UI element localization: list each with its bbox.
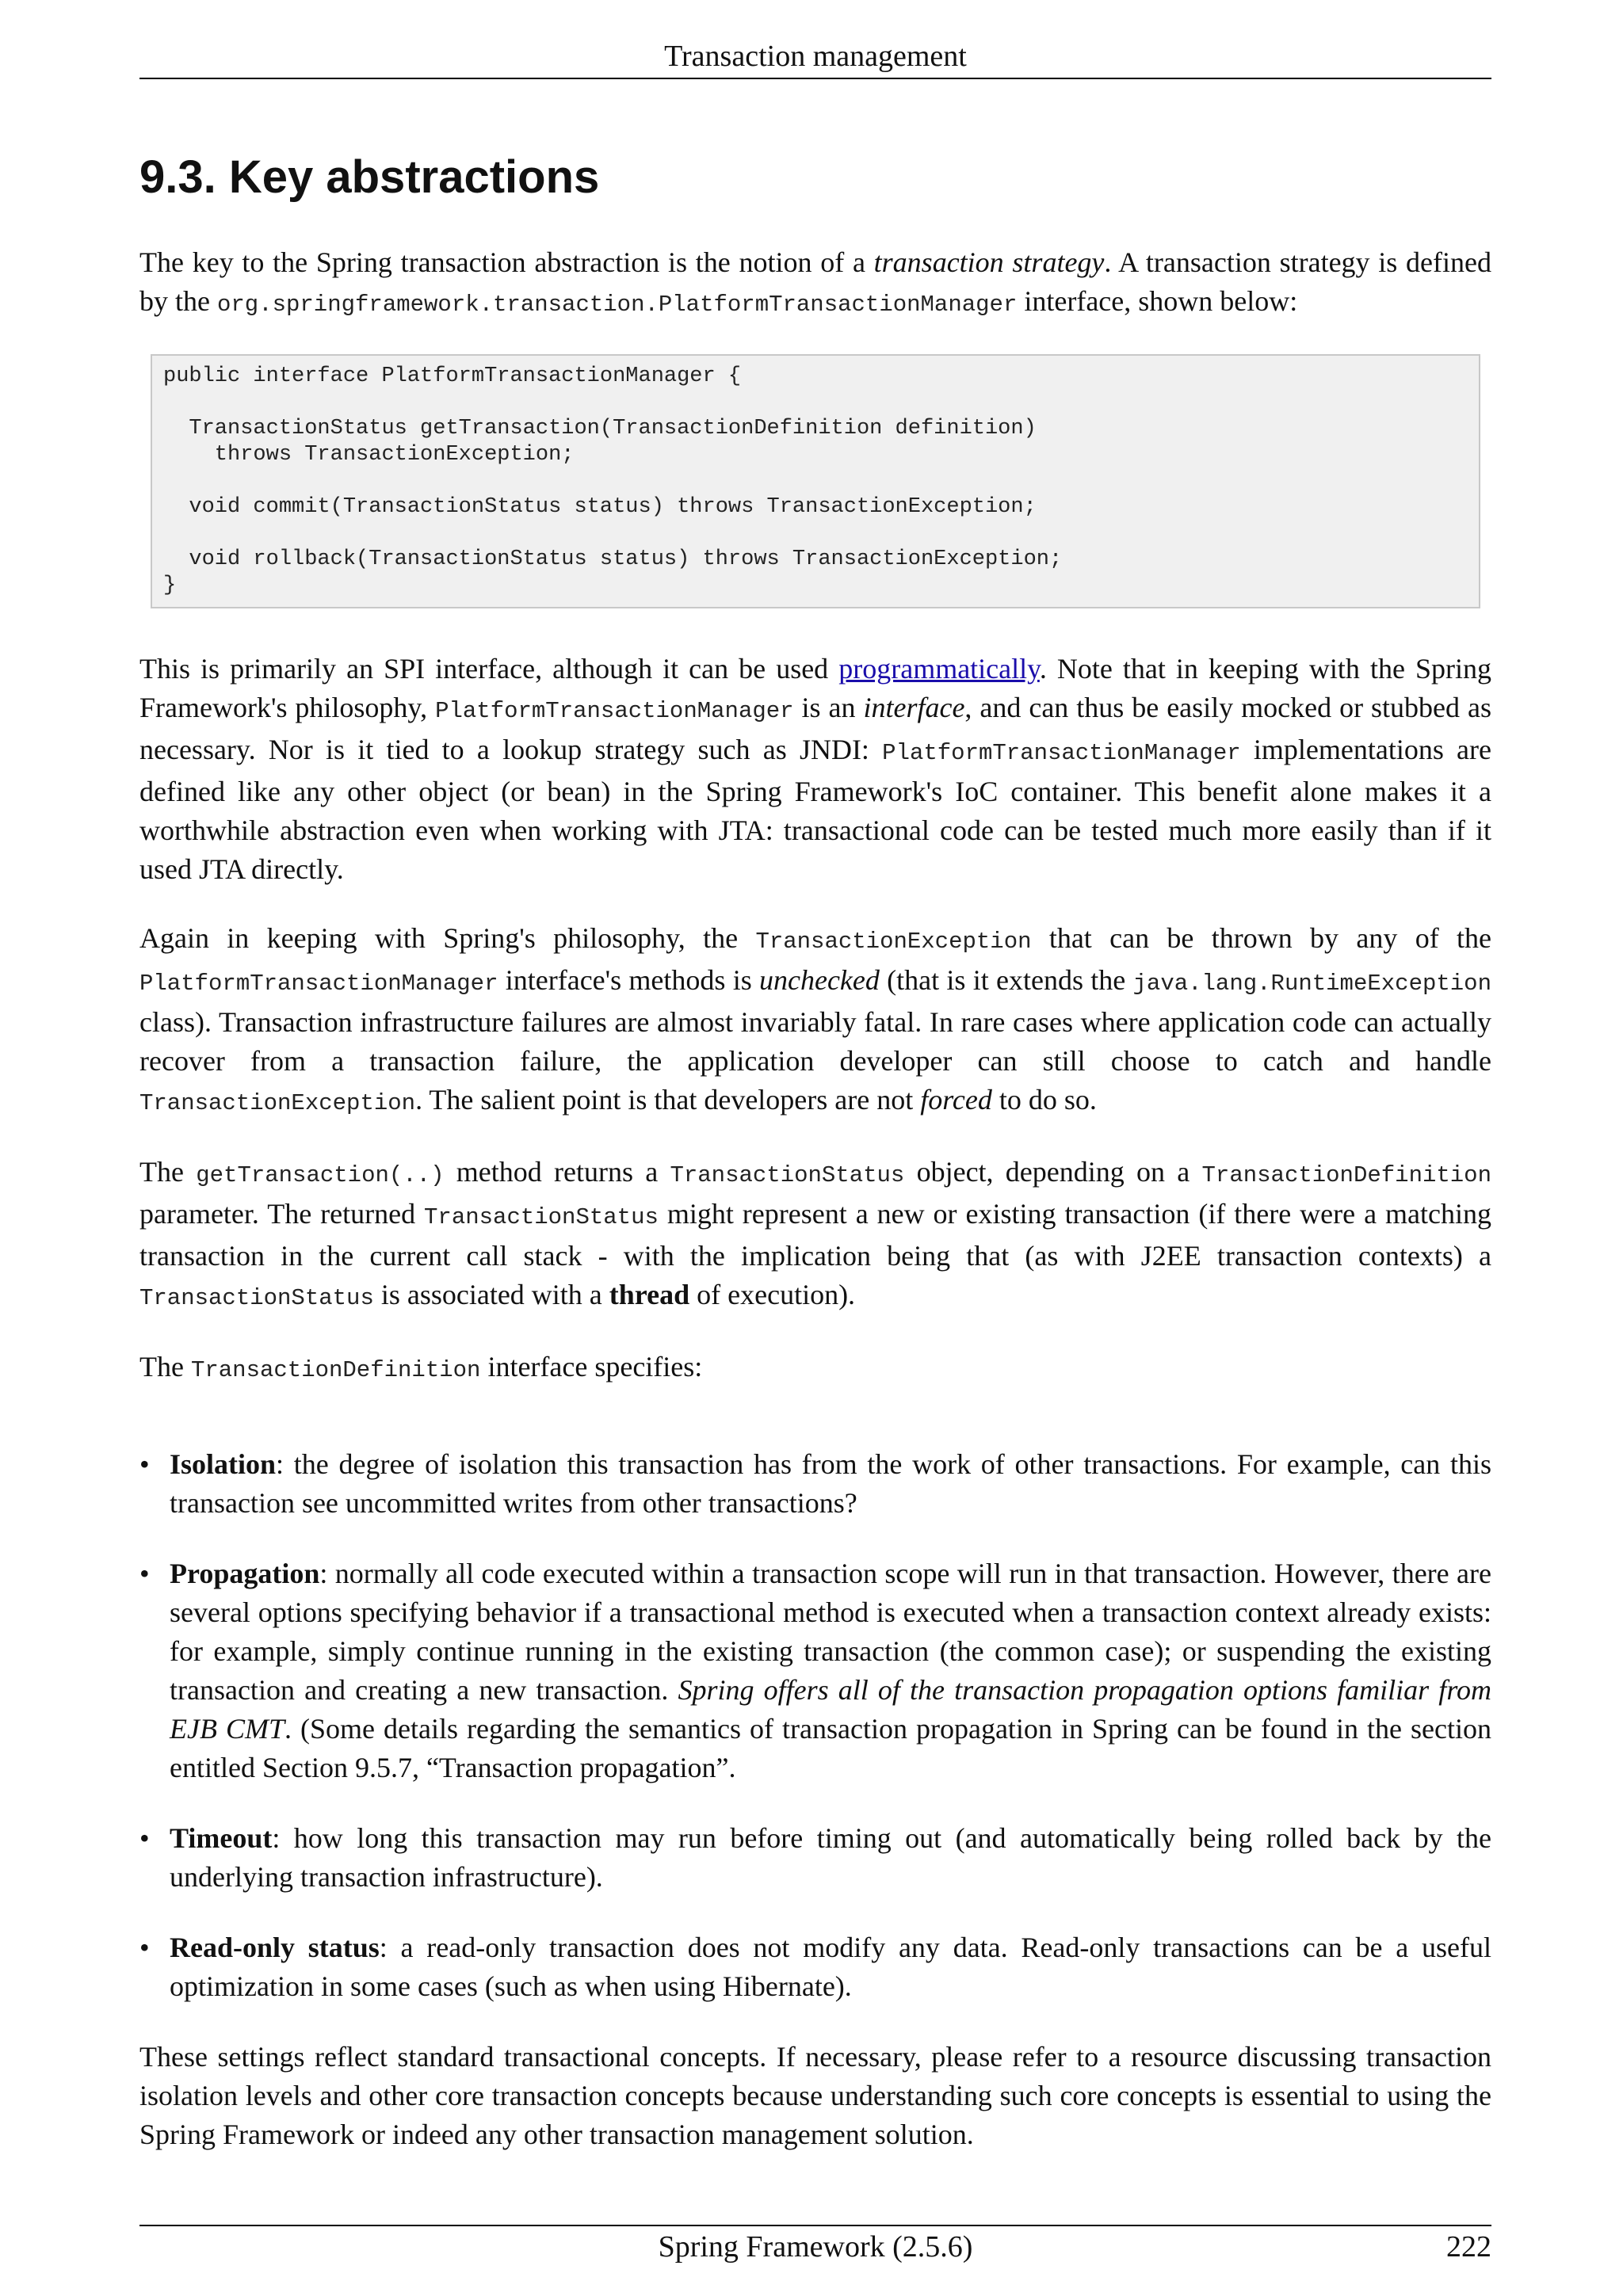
page-number: 222 (1446, 2230, 1491, 2264)
inline-code: PlatformTransactionManager (882, 740, 1241, 766)
term: Read-only status (170, 1932, 380, 1963)
text: : a read-only transaction does not modify any data. Read-only transactions can be a useful optimization in some cases (such as when using Hibernate). (170, 1932, 1492, 2002)
inline-code: TransactionStatus (424, 1204, 659, 1230)
inline-code: org.springframework.transaction.PlatformTransactionManager (216, 292, 1018, 318)
spi-paragraph (139, 650, 1491, 889)
inline-code: TransactionStatus (670, 1162, 905, 1188)
get-transaction-paragraph (139, 1153, 1491, 1318)
emphasis: unchecked (759, 964, 880, 996)
page-header (139, 35, 1491, 79)
text: . The salient point is that developers are not (415, 1084, 921, 1116)
text: that can be thrown by any of the (1031, 922, 1492, 954)
text: The key to the Spring transaction abstraction is the notion of a (139, 246, 874, 278)
text: , and can thus be easily mocked or stubbed as necessary. Nor is it tied to a lookup strategy such as JNDI: (139, 692, 1491, 765)
definition-list (139, 1445, 1491, 2006)
footer-title: Spring Framework (2.5.6) (658, 2230, 973, 2264)
inline-code: TransactionException (139, 1090, 416, 1116)
text: : normally all code executed within a transaction scope will run in that transaction. However, there are several options specifying behavior if a transactional method is executed when a transaction context already exists: for example, simply continue running in the existing transaction (the common case); or suspending the existing transaction and creating a new transaction. (170, 1558, 1491, 1706)
text: to do so. (991, 1084, 1097, 1116)
page-footer (139, 2225, 1491, 2267)
emphasis: interface (863, 692, 965, 723)
term: Timeout (170, 1822, 273, 1854)
intro-paragraph (139, 243, 1491, 324)
text: might represent a new or existing transaction (if there were a matching transaction in the current call stack - with the implication being that (as with J2EE transaction contexts) a (139, 1198, 1491, 1272)
emphasis: forced (920, 1084, 992, 1116)
text: (that is it extends the (879, 964, 1133, 996)
definition-paragraph (139, 1348, 1491, 1390)
list-item-timeout (139, 1819, 1491, 1897)
text: This is primarily an SPI interface, although it can be used (139, 653, 839, 685)
header-title: Transaction management (664, 40, 967, 73)
exception-paragraph (139, 919, 1491, 1123)
text: interface specifies: (480, 1351, 703, 1383)
text: is an (793, 692, 864, 723)
text: : the degree of isolation this transaction has from the work of other transactions. For example, can this transaction see uncommitted writes from other transactions? (170, 1448, 1491, 1519)
text: : how long this transaction may run before timing out (and automatically being rolled back by the underlying transaction infrastructure). (170, 1822, 1491, 1893)
code-block: public interface PlatformTransactionManager { TransactionStatus getTransaction(TransactionDefinition definition) throws TransactionException; void commit(TransactionStatus status) throws TransactionException; void rollback(TransactionStatus status) throws TransactionException; } (151, 354, 1480, 608)
text: . Note that in keeping with the Spring Framework's philosophy, (139, 653, 1492, 723)
text: interface, shown below: (1017, 285, 1298, 317)
text: object, depending on a (904, 1156, 1202, 1188)
inline-code: getTransaction(..) (196, 1162, 445, 1188)
term: Propagation (170, 1558, 320, 1589)
main-content (139, 143, 1491, 2184)
text: . (Some details regarding the semantics of transaction propagation in Spring can be found in the section entitled Section 9.5.7, “Transaction propagation”. (170, 1713, 1492, 1783)
text: parameter. The returned (139, 1198, 425, 1230)
text: class). Transaction infrastructure failures are almost invariably fatal. In rare cases where application code can actually recover from a transaction failure, the application developer can still choose to catch and handle (139, 1006, 1491, 1077)
list-item-propagation (139, 1554, 1491, 1787)
programmatically-link[interactable]: programmatically (838, 653, 1040, 685)
settings-paragraph: These settings reflect standard transactional concepts. If necessary, please refer to a resource discussing transaction isolation levels and other core transaction concepts because understanding such core concepts is essential to using the Spring Framework or indeed any other transaction management solution. (139, 2041, 1491, 2150)
text: . A transaction strategy is defined by the (139, 246, 1491, 317)
list-item-isolation (139, 1445, 1491, 1523)
emphasis: Spring offers all of the transaction propagation options familiar from EJB CMT (170, 1674, 1491, 1745)
text: The (139, 1156, 197, 1188)
section-heading: 9.3. Key abstractions (139, 151, 600, 203)
inline-code: TransactionException (755, 929, 1032, 955)
inline-code: TransactionStatus (139, 1285, 374, 1311)
text: The (139, 1351, 191, 1383)
inline-code: PlatformTransactionManager (139, 971, 498, 997)
inline-code: TransactionDefinition (190, 1357, 481, 1383)
inline-code: java.lang.RuntimeException (1132, 971, 1491, 997)
list-item-readonly (139, 1928, 1491, 2006)
inline-code: PlatformTransactionManager (435, 698, 794, 724)
term: Isolation (170, 1448, 277, 1480)
text: interface's methods is (498, 964, 759, 996)
text: method returns a (444, 1156, 670, 1188)
inline-code: TransactionDefinition (1201, 1162, 1491, 1188)
text: is associated with a (373, 1279, 609, 1310)
emphasis: transaction strategy (873, 246, 1105, 278)
text: Again in keeping with Spring's philosophy, the (139, 922, 756, 954)
text: implementations are defined like any other object (or bean) in the Spring Framework's IoC container. This benefit alone makes it a worthwhile abstraction even when working with JTA: transactional code can be tested much more easily than if it used JTA directly. (139, 734, 1492, 885)
strong-text: thread (609, 1279, 690, 1310)
text: of execution). (689, 1279, 856, 1310)
